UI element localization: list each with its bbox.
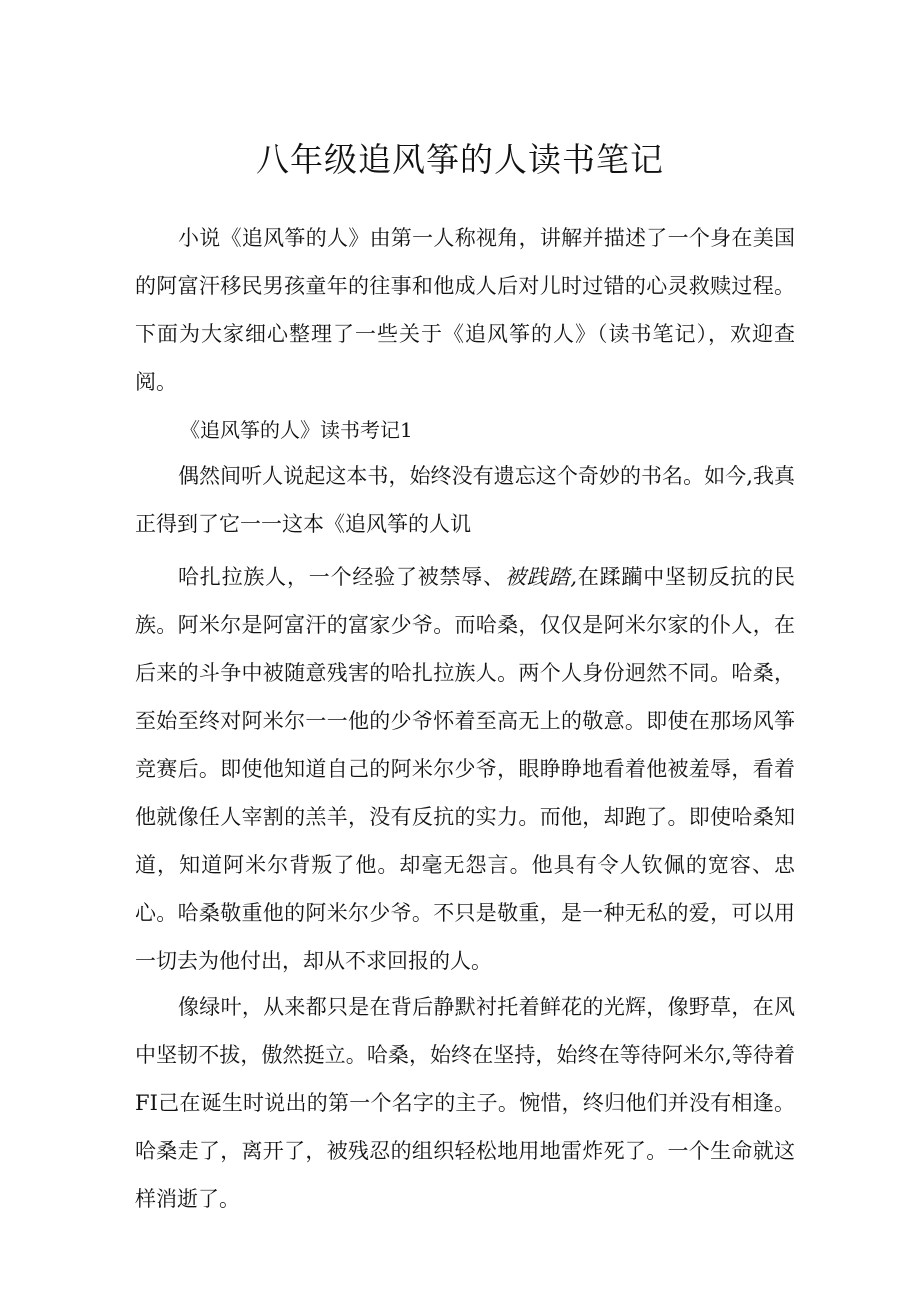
body-paragraph-3: 像绿叶，从来都只是在背后静默衬托着鲜花的光辉，像野草，在风中坚韧不拔，傲然挺立。哈桑，始终在坚持，始终在等待阿米尔,等待着FI己在诞生时说出的第一个名字的主子。惋惜，终归他们并没有相逢。哈桑走了，离开了，被残忍的组织轻松地用地雷炸死了。一个生命就这样消逝了。 — [135, 995, 795, 1211]
intro-paragraph: 小说《追风筝的人》由第一人称视角，讲解并描述了一个身在美国的阿富汗移民男孩童年的往事和他成人后对儿时过错的心灵救赎过程。下面为大家细心整理了一些关于《追风筝的人》（读书笔记），欢迎查阅。 — [135, 226, 795, 394]
document-title: 八年级追风筝的人读书笔记 — [256, 140, 664, 179]
paragraph-2-italic-phrase: 被践踏, — [504, 565, 578, 589]
body-paragraph-2 — [135, 553, 795, 985]
paragraph-2-part-2: 在蹂躏中坚韧反抗的民族。阿米尔是阿富汗的富家少爷。而哈桑，仅仅是阿米尔家的仆人，在后来的斗争中被随意残害的哈扎拉族人。两个人身份迥然不同。哈桑，至始至终对阿米尔一一他的少爷怀着至高无上的敬意。即使在那场风筝竞赛后。即使他知道自己的阿米尔少爷，眼睁睁地看着他被羞辱，看着他就像任人宰割的羔羊，没有反抗的实力。而他，却跑了。即使哈桑知道，知道阿米尔背叛了他。却毫无怨言。他具有令人钦佩的宽容、忠心。哈桑敬重他的阿米尔少爷。不只是敬重，是一种无私的爱，可以用一切去为他付出，却从不求回报的人。 — [135, 565, 795, 973]
section-heading: 《追风筝的人》读书考记1 — [180, 418, 413, 442]
body-paragraph-1: 偶然间听人说起这本书，始终没有遗忘这个奇妙的书名。如今,我真正得到了它一一这本《追风筝的人讥 — [135, 464, 795, 536]
paragraph-2-part-1: 哈扎拉族人，一个经验了被禁辱、 — [178, 565, 505, 589]
